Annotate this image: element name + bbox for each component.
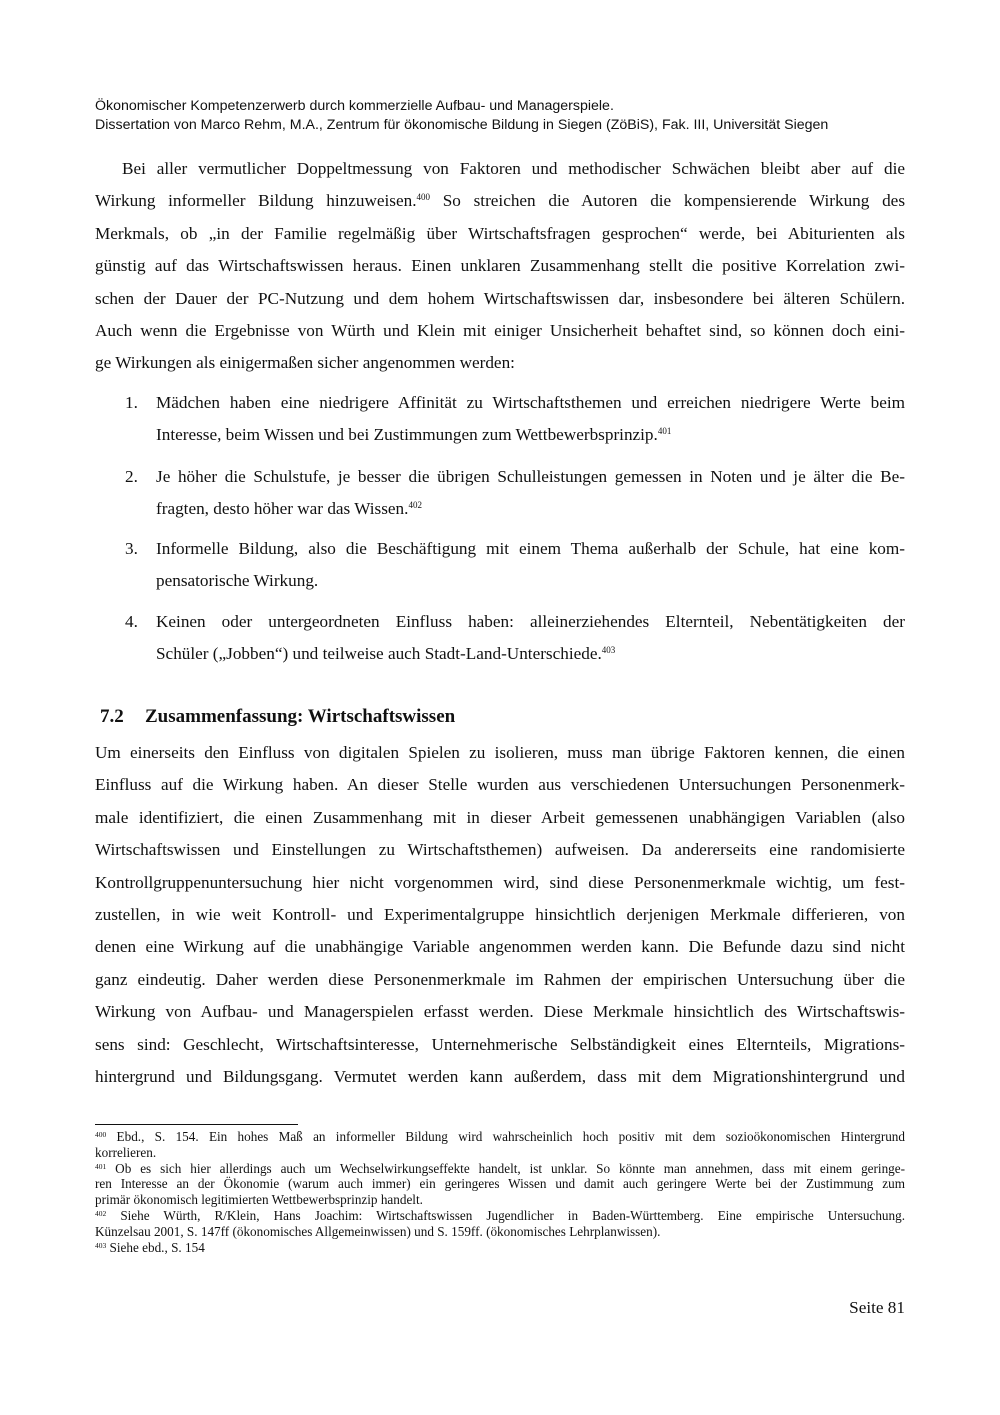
text-line: Wirtschaftswissen und Einstellungen zu Wirtschaftsthemen) aufweisen. Da andererseits eine randomisierte	[95, 840, 905, 860]
paragraph-informal-education	[95, 153, 905, 380]
footnote-ref-401[interactable]: 401	[657, 426, 672, 437]
text-line: ge Wirkungen als einigermaßen sicher angenommen werden:	[95, 353, 515, 373]
section-heading	[100, 703, 455, 731]
section-title: Zusammenfassung: Wirtschaftswissen	[145, 706, 456, 727]
header-title: Ökonomischer Kompetenzerwerb durch kommerzielle Aufbau- und Managerspiele.	[95, 98, 614, 114]
text-line: Merkmals, ob „in der Familie regelmäßig über Wirtschaftsfragen gesprochen“ werde, bei Abiturienten als	[95, 223, 905, 243]
text-line: sens sind: Geschlecht, Wirtschaftsinteresse, Unternehmerische Selbständigkeit eines Elternteils, Migrations-	[95, 1034, 905, 1054]
text-line: denen eine Wirkung auf die unabhängige Variable angenommen werden kann. Die Befunde dazu sind nicht	[95, 937, 905, 957]
footnote-403: $^{403}$ Siehe ebd., S. 154	[95, 1239, 205, 1255]
text-line: Kontrollgruppenuntersuchung hier nicht vorgenommen wird, sind diese Personenmerkmale wichtig, um fest-	[95, 872, 905, 892]
footnote-401: $^{401}$ Ob es sich hier allerdings auch um Wechselwirkungseffekte handelt, ist unklar. So könnte man annehmen, dass mit einem geringe- ren Interesse an der Ökonomie (warum auch immer) ein geringeres Wissen und damit auch geringere Werte bei der Zustimmung zum primär ökonomisch legitimierten Wettbewerbsprinzip handelt.	[95, 1160, 906, 1208]
paragraph-summary	[95, 737, 905, 1093]
header-subtitle: Dissertation von Marco Rehm, M.A., Zentrum für ökonomische Bildung in Siegen (ZöBiS), Fak. III, Universität Siegen	[95, 117, 829, 133]
footnote-separator	[95, 1124, 298, 1125]
text-line: ganz eindeutig. Daher werden diese Personenmerkmale im Rahmen der empirischen Untersuchung über die	[95, 969, 905, 989]
footnote-ref-403[interactable]: 403	[601, 645, 616, 656]
list-number: 2.	[125, 467, 138, 486]
text-line: Bei aller vermutlicher Doppeltmessung von Faktoren und methodischer Schwächen bleibt aber auf die	[122, 159, 905, 178]
text-line: Wirkung von Aufbau- und Managerspielen erfasst werden. Diese Merkmale hinsichtlich des Wirtschaftswis-	[95, 1002, 905, 1022]
running-header	[95, 97, 915, 135]
text-line: zustellen, in wie weit Kontroll- und Experimentalgruppe hinsichtlich derjenigen Merkmale differieren, von	[95, 905, 905, 925]
text-line: Einfluss auf die Wirkung haben. An dieser Stelle wurden aus verschiedenen Untersuchungen Personenmerk-	[95, 775, 905, 795]
list-number: 3.	[125, 539, 138, 558]
text-line: günstig auf das Wirtschaftswissen heraus. Einen unklaren Zusammenhang stellt die positive Korrelation zwi-	[95, 256, 905, 276]
section-number: 7.2	[100, 706, 124, 727]
footnote-ref-402[interactable]: 402	[408, 500, 422, 511]
footnote-ref-400[interactable]: 400	[416, 192, 430, 203]
footnote-402: $^{402}$ Siehe Würth, R/Klein, Hans Joachim: Wirtschaftswissen Jugendlicher in Baden-Württemberg. Eine empirische Untersuchung. Künzelsau 2001, S. 147ff (ökonomisches Allgemeinwissen) und S. 159ff. (ökonomisches Lehrplanwissen).	[95, 1207, 905, 1239]
text-line: male identifiziert, die einen Zusammenhang mit in dieser Arbeit gemessenen unabhängigen Variablen (also	[95, 807, 905, 827]
footnotes	[95, 1129, 905, 1255]
list-number: 4.	[125, 612, 138, 631]
text-line: Um einerseits den Einfluss von digitalen Spielen zu isolieren, muss man übrige Faktoren kennen, die einen	[95, 743, 905, 762]
footnote-400: $^{400}$ Ebd., S. 154. Ein hohes Maß an informeller Bildung wird wahrscheinlich hoch positiv mit dem sozioökonomischen Hintergrund korrelieren.	[95, 1129, 905, 1160]
list-number: 1.	[125, 393, 138, 412]
text-line: schen der Dauer der PC-Nutzung und dem hohem Wirtschaftswissen dar, insbesondere bei älteren Schülern.	[95, 288, 905, 308]
text-line: Wirkung informeller Bildung hinzuweisen.$^{400}$ So streichen die Autoren die kompensierende Wirkung des	[95, 191, 906, 211]
text-line: Auch wenn die Ergebnisse von Würth und Klein mit einiger Unsicherheit behaftet sind, so können doch eini-	[95, 321, 905, 341]
page-number: Seite 81	[849, 1298, 905, 1317]
text-line: hintergrund und Bildungsgang. Vermutet werden kann außerdem, dass mit dem Migrationshintergrund und	[95, 1067, 905, 1087]
